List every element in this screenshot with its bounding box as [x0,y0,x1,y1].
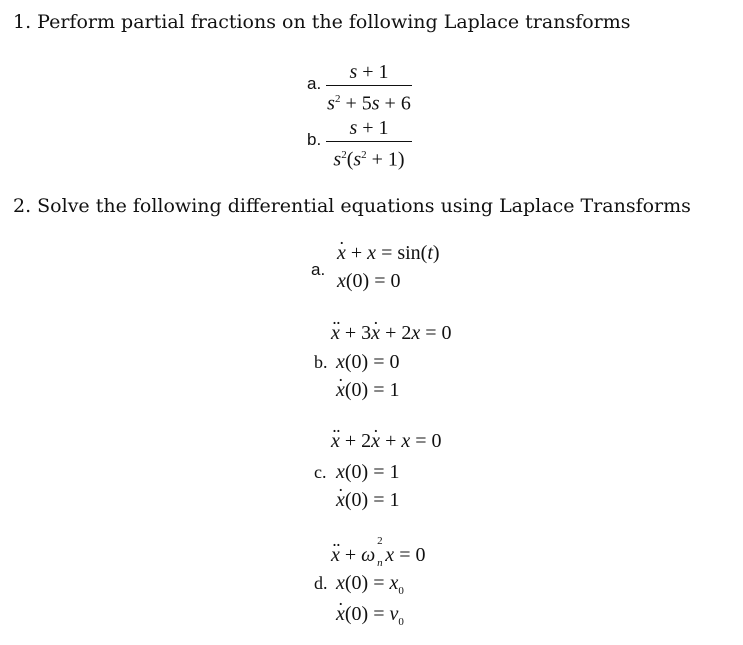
eq-2a-line-2: x(0) = 0 [337,270,401,292]
eq-2b-line-2: x(0) = 0 [336,351,400,373]
eq-2d-line-3: · $x(0) = v_0$ [336,603,404,628]
fraction-1b-numerator: s + 1 [349,117,389,139]
fraction-1b-bar [326,141,412,142]
fraction-1a-numerator: s + 1 [349,61,389,83]
item-2d-label: d. [314,573,328,593]
eq-2c-line-2: x(0) = 1 [336,461,400,483]
item-2a-label: a. [311,260,326,279]
eq-2c-line-1: ·· x + 2· x + x = 0 [331,430,442,453]
eq-2a-line-1: · x + x = sin(t) [337,242,440,265]
fraction-1a-denominator: $s^2 + 5s + 6$ [327,92,411,115]
eq-2b-line-1: ·· x + 3· x + 2x = 0 [331,322,452,345]
section-1-heading: 1. Perform partial fractions on the following Laplace transforms [13,11,631,33]
item-1a-label: a. [307,74,322,93]
section-2-heading: 2. Solve the following differential equations using Laplace Transforms [13,195,691,217]
fraction-1a [326,61,412,115]
item-2b-label: b. [314,352,328,372]
fraction-1b [326,117,412,171]
fraction-1a-bar [326,85,412,86]
eq-2d-line-2: $x(0) = x_0$ [336,572,404,597]
eq-2c-line-3: · x(0) = 1 [336,489,400,512]
item-2c-label: c. [314,462,327,482]
eq-2b-line-3: · x(0) = 1 [336,379,400,402]
fraction-1b-denominator: $s^2(s^2 + 1)$ [333,148,405,171]
item-1b-label: b. [307,130,322,149]
eq-2d-line-1: ·· x + ω 2 n x = 0 [331,544,425,567]
